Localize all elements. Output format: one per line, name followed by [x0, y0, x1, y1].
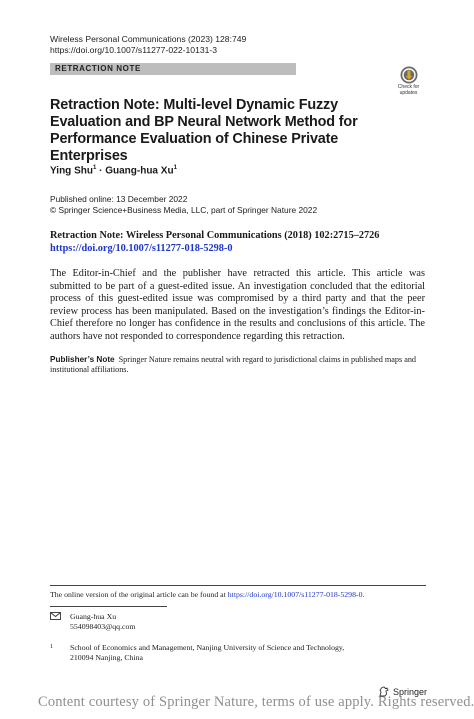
journal-citation: Wireless Personal Communications (2023) 128:749 — [50, 34, 247, 44]
affiliation — [50, 643, 344, 663]
author-list — [50, 165, 177, 176]
publisher-note-label: Publisher’s Note — [50, 355, 115, 364]
article-doi[interactable]: https://doi.org/10.1007/s11277-022-10131-3 — [50, 45, 218, 55]
online-version-text: The online version of the original article can be found at — [50, 590, 226, 599]
author-affiliation-marker: 1 — [92, 165, 97, 171]
article-title: Retraction Note: Multi-level Dynamic Fuzzy Evaluation and BP Neural Network Method for Performance Evaluation of Chinese Private Enterprises — [50, 97, 358, 164]
publisher-note-text: Springer Nature remains neutral with regard to jurisdictional claims in published maps and institutional affiliations. — [50, 355, 417, 375]
springer-wordmark: Springer — [393, 686, 428, 697]
author-name[interactable]: Ying Shu — [50, 165, 93, 177]
publication-info — [50, 194, 317, 215]
publisher-note — [50, 355, 425, 375]
retraction-citation: Retraction Note: Wireless Personal Communications (2018) 102:2715–2726 — [50, 230, 380, 241]
affiliation-line: School of Economics and Management, Nanjing University of Science and Technology, — [70, 643, 345, 652]
author-name[interactable]: Guang-hua Xu — [105, 165, 174, 177]
author-affiliation-marker: 1 — [173, 165, 177, 171]
retraction-reference — [50, 230, 430, 255]
corresponding-author — [50, 612, 135, 632]
author-separator: · — [99, 165, 103, 177]
content-courtesy-watermark: Content courtesy of Springer Nature, terms of use apply. Rights reserved. — [38, 694, 474, 710]
corresponding-author-name: Guang-hua Xu — [70, 612, 117, 621]
retraction-body-paragraph: The Editor-in-Chief and the publisher have retracted this article. This article was submitted to be part of a guest-edited issue. An investigation concluded that the editorial process of this guest-edited issue was compromised by a third party and that the peer review process has been manipulated. Based on the investigation’s findings the Editor-in-Chief therefore no longer has confidence in the results and conclusions of this article. The authors have not responded to correspondence regarding this retraction. — [50, 268, 425, 342]
affiliation-number: 1 — [50, 644, 53, 650]
check-for-updates-label: Check for updates — [397, 84, 420, 96]
published-date: Published online: 13 December 2022 — [50, 194, 188, 204]
envelope-icon — [50, 612, 64, 632]
original-article-link[interactable]: https://doi.org/10.1007/s11277-018-5298-0. — [227, 590, 365, 599]
author-info-divider — [50, 606, 167, 607]
retraction-note-banner: RETRACTION NOTE — [50, 63, 296, 75]
online-version-footnote — [50, 590, 364, 599]
footnote-divider — [50, 585, 426, 586]
journal-header — [50, 34, 246, 56]
copyright-line: © Springer Science+Business Media, LLC, part of Springer Nature 2022 — [50, 204, 318, 215]
affiliation-line: 210094 Nanjing, China — [70, 652, 143, 662]
check-for-updates-icon — [400, 66, 418, 84]
corresponding-author-email[interactable]: 554098403@qq.com — [70, 621, 136, 631]
check-for-updates-badge[interactable] — [394, 66, 423, 96]
retraction-doi-link[interactable]: https://doi.org/10.1007/s11277-018-5298-0 — [50, 242, 233, 254]
